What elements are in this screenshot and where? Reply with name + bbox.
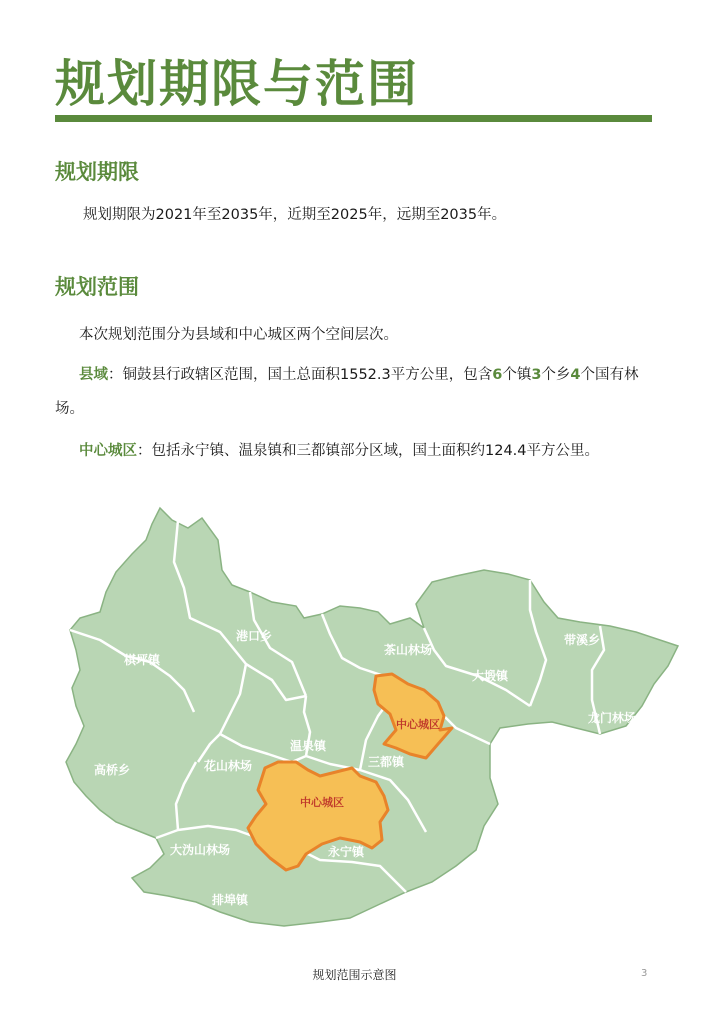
- county-label: 县域: [79, 367, 108, 383]
- county-outline: [66, 508, 678, 926]
- region-label-gaoqiao: 高桥乡: [94, 763, 131, 777]
- center-sep: ：: [137, 443, 152, 459]
- period-text: 规划期限为2021年至2035年，近期至2025年，远期至2035年。: [83, 207, 507, 223]
- center-city-label-north: 中心城区: [396, 718, 440, 731]
- region-label-chashan: 茶山林场: [384, 643, 433, 657]
- region-label-wenquan: 温泉镇: [290, 739, 327, 753]
- region-label-huashan: 花山林场: [204, 759, 253, 773]
- center-label: 中心城区: [79, 443, 137, 459]
- center-paragraph: [55, 434, 655, 468]
- county-sep: ：: [108, 367, 123, 383]
- scope-map: [60, 500, 690, 930]
- page-title: 规划期限与范围: [55, 55, 419, 113]
- scope-intro: 本次规划范围分为县域和中心城区两个空间层次。: [79, 327, 398, 343]
- center-text: 包括永宁镇、温泉镇和三都镇部分区域，国土面积约124.4平方公里。: [151, 443, 600, 459]
- scope-heading: 规划范围: [55, 275, 139, 299]
- region-label-daweishan: 大沩山林场: [170, 843, 231, 857]
- townships-count: 3: [531, 367, 542, 383]
- townships-unit: 个乡: [541, 367, 571, 383]
- center-city-label-south: 中心城区: [300, 796, 344, 809]
- region-label-gangkou: 港口乡: [236, 629, 273, 643]
- region-label-daduan: 大塅镇: [472, 669, 509, 683]
- region-label-yongning: 永宁镇: [328, 845, 365, 859]
- region-label-qiping: 棋坪镇: [124, 653, 161, 667]
- title-rule: [55, 115, 652, 122]
- period-heading: 规划期限: [55, 160, 139, 184]
- farms-count: 4: [570, 367, 581, 383]
- towns-unit: 个镇: [502, 367, 532, 383]
- region-label-daixi: 带溪乡: [564, 633, 601, 647]
- county-paragraph: [55, 358, 655, 426]
- page-number: 3: [641, 968, 648, 979]
- towns-count: 6: [492, 367, 503, 383]
- region-label-paibu: 排埠镇: [212, 893, 249, 907]
- county-text: 铜鼓县行政辖区范围，国土总面积1552.3平方公里，包含: [122, 367, 493, 383]
- region-label-sandu: 三都镇: [368, 755, 405, 769]
- map-caption: 规划范围示意图: [312, 968, 397, 982]
- farms-unit: 个国有林场。: [55, 367, 639, 417]
- region-label-longmen: 龙门林场: [588, 711, 637, 725]
